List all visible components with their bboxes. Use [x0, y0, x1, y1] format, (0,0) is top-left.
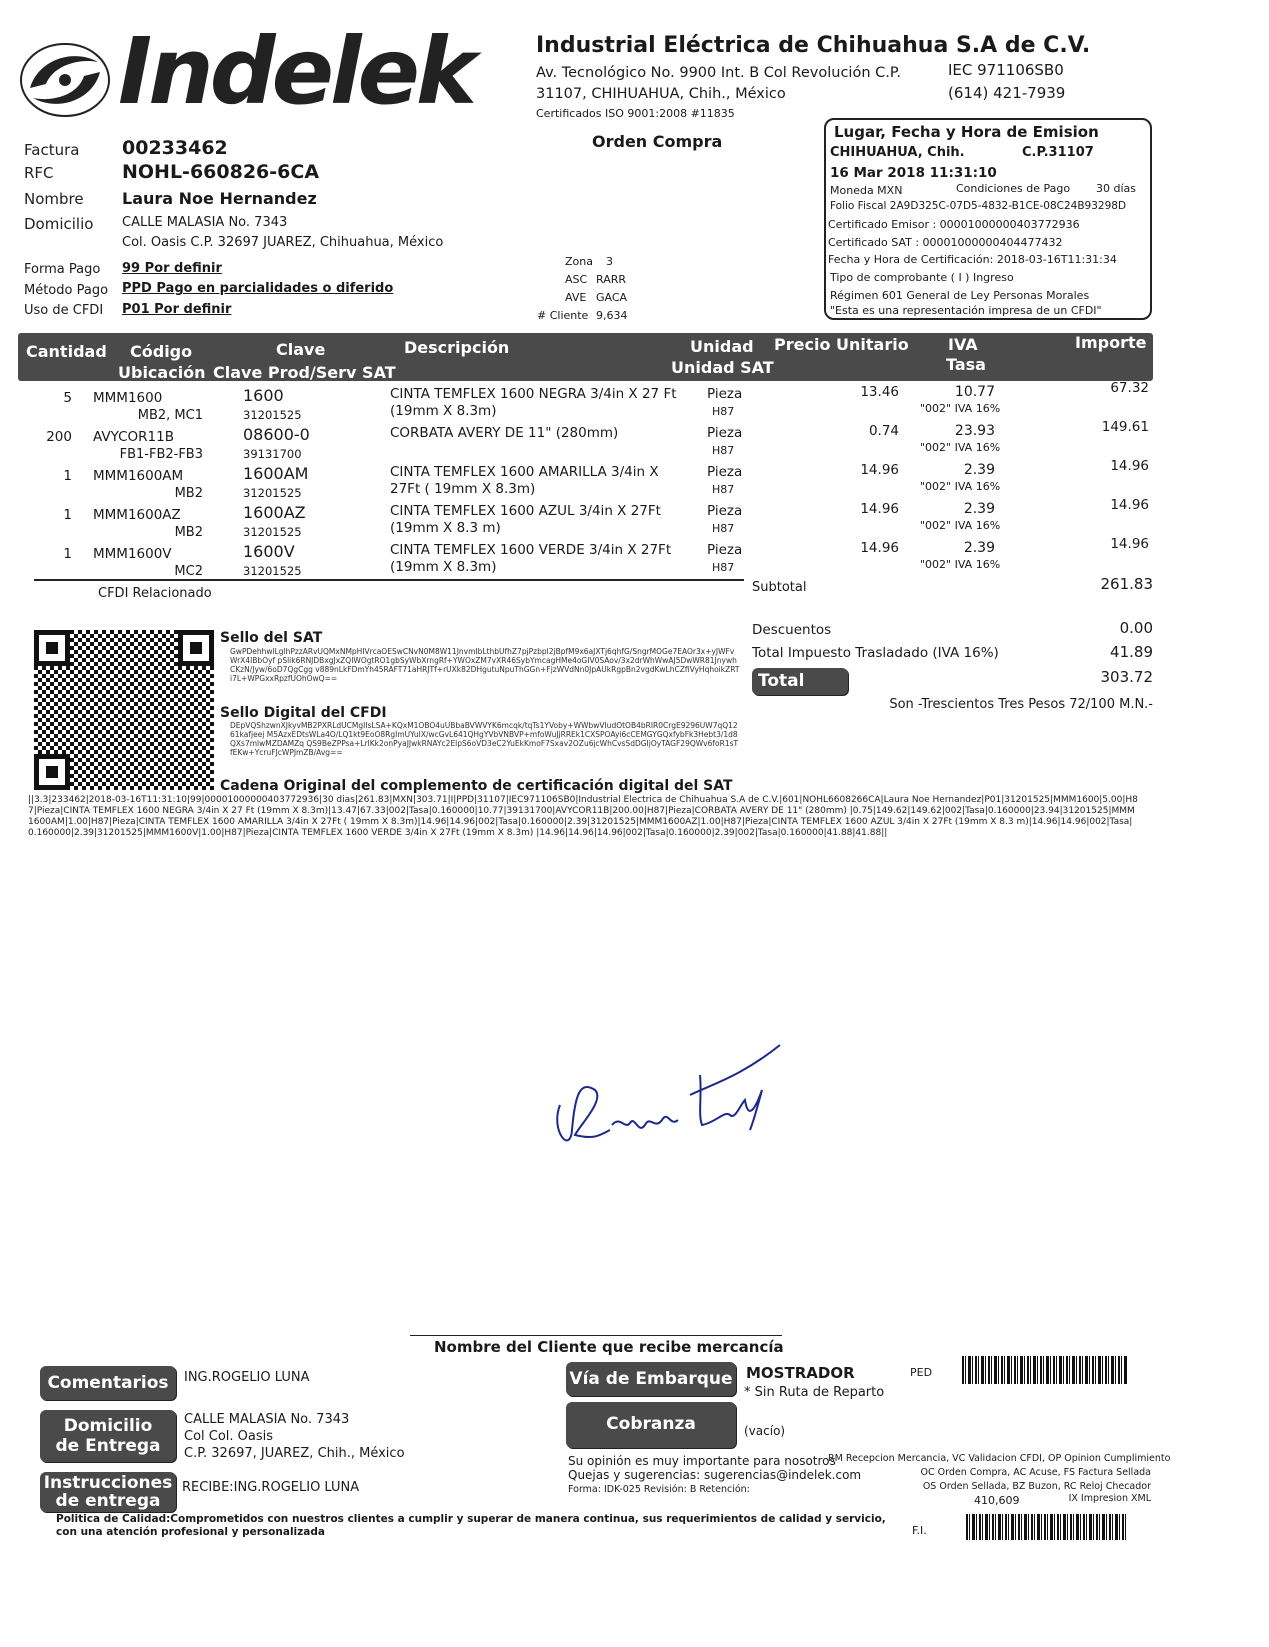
col-tasa: Tasa [946, 355, 986, 374]
sello-sat: GwPDehhwlLglhPzzARvUQMxNMpHIVrcaOESwCNvN0M8W11JnvmIbLthbUfhZ7pjPzbpl2jBpfM9x6aJXTj6qhfG/SngrMOGe7EAOr3x+yJWFvWrX4IBbOyf pSlik6RNJDBxgJxZQIWOgtRO1gbSyWbXrngRf+YWOxZM7vXR46SybYmcagHMe4oGIV0SAov/3x2drWhWwAJ5DwWR81JnywhCKzN/Jyw/6oD7QgCgg v889nLkFDmYh45RAFT71aHRJTf+rUXk82DHgutuNpuThGGn+FjzWVdNn0JpAUkRgpBn2vgdKwLhCZfiVyHqhoikZRTi7L+WPGxxRpzfUOhOwQ== [230, 647, 740, 683]
cell-clave: 1600 [243, 386, 284, 405]
regimen: Régimen 601 General de Ley Personas Morales [830, 289, 1090, 302]
domicilio-label: Domicilio [24, 215, 94, 233]
tipo-comprobante: Tipo de comprobante ( I ) Ingreso [830, 271, 1014, 284]
col-precio: Precio Unitario [774, 335, 909, 354]
fi-label: F.I. [912, 1524, 927, 1537]
comentarios-value: ING.ROGELIO LUNA [184, 1370, 310, 1385]
cell-unidad-sat: H87 [712, 483, 735, 496]
opinion-text: Su opinión es muy importante para nosotros [568, 1454, 836, 1468]
company-address-1: Av. Tecnológico No. 9900 Int. B Col Revolución C.P. [536, 65, 901, 81]
descuentos-value: 0.00 [1119, 619, 1153, 637]
cell-importe: 14.96 [1110, 497, 1149, 513]
cell-tasa: "002" IVA 16% [920, 441, 1001, 454]
cell-iva: 2.39 [963, 462, 995, 478]
cell-precio: 14.96 [860, 501, 899, 517]
instrucciones-label [40, 1472, 176, 1512]
table-row [0, 419, 1269, 462]
cell-codigo: MMM1600V [93, 546, 172, 562]
ave-value: GACA [596, 291, 628, 304]
cell-unidad: Pieza [707, 386, 743, 402]
cell-importe: 67.32 [1110, 380, 1149, 396]
cell-cantidad: 5 [63, 390, 72, 406]
cell-unidad-sat: H87 [712, 522, 735, 535]
rfc-value: NOHL-660826-6CA [122, 161, 320, 183]
cell-ubicacion: FB1-FB2-FB3 [119, 447, 203, 462]
cell-desc1: CINTA TEMFLEX 1600 VERDE 3/4in X 27Ft [390, 542, 672, 558]
subtotal-label: Subtotal [752, 580, 807, 595]
col-ubicacion: Ubicación [118, 363, 206, 382]
cell-ubicacion: MB2 [174, 486, 203, 501]
cell-desc1: CORBATA AVERY DE 11" (280mm) [390, 425, 619, 441]
cell-clave-sat: 31201525 [243, 408, 302, 422]
subtotal-value: 261.83 [1100, 575, 1153, 593]
descuentos-label: Descuentos [752, 622, 832, 638]
comentarios-label: Comentarios [40, 1366, 176, 1400]
cell-iva: 23.93 [954, 423, 995, 439]
cell-codigo: AVYCOR11B [93, 429, 174, 445]
forma-pago-label: Forma Pago [24, 262, 101, 277]
col-clave-prod: Clave Prod/Serv SAT [213, 363, 396, 382]
col-clave: Clave [276, 340, 326, 359]
cell-precio: 0.74 [868, 423, 899, 439]
emission-place: CHIHUAHUA, Chih. [830, 145, 965, 160]
condiciones-pago: Condiciones de Pago [956, 182, 1071, 195]
via-embarque-label: Vía de Embarque [566, 1362, 736, 1396]
cell-clave: 1600V [243, 542, 295, 561]
col-cantidad: Cantidad [26, 342, 107, 361]
impuesto-label: Total Impuesto Trasladado (IVA 16%) [752, 645, 999, 661]
cell-unidad-sat: H87 [712, 561, 735, 574]
cell-codigo: MMM1600AM [93, 468, 184, 484]
items-table-header [18, 333, 1153, 381]
col-importe: Importe [1075, 333, 1147, 352]
cobranza-label: Cobranza [566, 1402, 736, 1448]
emission-cp: C.P.31107 [1022, 145, 1094, 160]
cell-desc2: 27Ft ( 19mm X 8.3m) [390, 481, 536, 497]
cell-cantidad: 1 [63, 507, 72, 523]
domicilio-entrega-3: C.P. 32697, JUAREZ, Chih., México [184, 1446, 405, 1461]
cobranza-value: (vacío) [744, 1424, 786, 1438]
cell-cantidad: 1 [63, 546, 72, 562]
cliente-value: 9,634 [596, 309, 628, 322]
cell-precio: 14.96 [860, 540, 899, 556]
impuesto-value: 41.89 [1110, 643, 1153, 661]
cert-emisor: Certificado Emisor : 00001000000403772936 [828, 218, 1080, 231]
ruta-reparto: * Sin Ruta de Reparto [744, 1385, 885, 1400]
col-iva: IVA [948, 335, 978, 354]
cell-unidad: Pieza [707, 425, 743, 441]
nombre-label: Nombre [24, 190, 84, 208]
ped-label: PED [910, 1366, 933, 1379]
cell-tasa: "002" IVA 16% [920, 519, 1001, 532]
cell-iva: 10.77 [954, 384, 995, 400]
codes-line-3: OS Orden Sellada, BZ Buzon, RC Reloj Checador [922, 1481, 1151, 1492]
cell-clave: 1600AZ [243, 503, 306, 522]
sello-cfdi-title: Sello Digital del CFDI [220, 705, 387, 721]
receiver-signature-line [410, 1335, 782, 1336]
domicilio-entrega-label-2: de Entrega [55, 1436, 161, 1456]
cell-desc1: CINTA TEMFLEX 1600 AMARILLA 3/4in X [390, 464, 659, 480]
cell-clave-sat: 31201525 [243, 564, 302, 578]
cfdi-relacionado: CFDI Relacionado [98, 586, 212, 601]
politica-line-2: con una atención profesional y personalizada [56, 1526, 325, 1538]
col-unidad-sat: Unidad SAT [671, 358, 774, 377]
total-letra: Son -Trescientos Tres Pesos 72/100 M.N.- [889, 697, 1153, 712]
col-descripcion: Descripción [404, 338, 510, 357]
codes-line-4: IX Impresion XML [1068, 1493, 1151, 1504]
table-row [0, 380, 1269, 423]
cert-sat: Certificado SAT : 00001000000404477432 [828, 236, 1063, 249]
domicilio-entrega-1: CALLE MALASIA No. 7343 [184, 1412, 350, 1427]
metodo-pago-label: Método Pago [24, 283, 109, 298]
cell-importe: 149.61 [1101, 419, 1149, 435]
zona-label: Zona [565, 255, 593, 268]
cell-cantidad: 1 [63, 468, 72, 484]
cell-desc2: (19mm X 8.3m) [390, 403, 497, 419]
cell-unidad-sat: H87 [712, 405, 735, 418]
codes-line-2: OC Orden Compra, AC Acuse, FS Factura Sellada [920, 1467, 1151, 1478]
moneda: Moneda MXN [830, 184, 903, 197]
cell-ubicacion: MC2 [174, 564, 203, 579]
cell-codigo: MMM1600AZ [93, 507, 181, 523]
rfc-label: RFC [24, 164, 54, 182]
cell-clave-sat: 31201525 [243, 525, 302, 539]
table-bottom-rule [34, 579, 744, 581]
swirl-logo-icon [18, 40, 113, 120]
dias: 30 días [1096, 182, 1137, 195]
logo-wordmark: Indelek [118, 18, 474, 125]
domicilio-line2: Col. Oasis C.P. 32697 JUAREZ, Chihuahua, México [122, 235, 444, 250]
via-embarque-value: MOSTRADOR [746, 1364, 855, 1382]
emission-datetime: 16 Mar 2018 11:31:10 [830, 165, 997, 181]
factura-number: 00233462 [122, 137, 228, 159]
politica-line-1: Politica de Calidad:Comprometidos con nuestros clientes a cumplir y superar de manera continua, sus requerimientos de calidad y servicio, [56, 1513, 886, 1525]
cadena-original: ||3.3|233462|2018-03-16T11:31:10|99|00001000000403772936|30 dias|261.83|MXN|303.71|I|PPD|31107|IEC971106SB0|Industrial Electrica de Chihuahua S.A de C.V.|601|NOHL6608266CA|Laura Noe Hernandez|P01|31201525|MMM1600|5.00|H87|Pieza|CINTA TEMFLEX 1600 NEGRA 3/4in X 27 Ft (19mm X 8.3m)|13.47|67.33|002|Tasa|0.160000|10.77|39131700|AVYCOR11B|200.00|H87|Pieza|CORBATA AVERY DE 11" (280mm) |0.75|149.62|149.62|002|Tasa|0.160000|23.94|31201525|MMM1600AM|1.00|H87|Pieza|CINTA TEMFLEX 1600 AMARILLA 3/4in X 27Ft ( 19mm X 8.3m)|14.96|14.96|002|Tasa|0.160000|2.39|31201525|MMM1600AZ|1.00|H87|Pieza|CINTA TEMFLEX 1600 AZUL 3/4in X 27Ft (19mm X 8.3 m)|14.96|14.96|002|Tasa|0.160000|2.39|31201525|MMM1600V|1.00|H87|Pieza|CINTA TEMFLEX 1600 VERDE 3/4in X 27Ft (19mm X 8.3m) |14.96|14.96|14.96|002|Tasa|0.160000|2.39|002|Tasa|0.160000|41.88|41.88|| [28, 795, 1138, 838]
cell-desc2: (19mm X 8.3 m) [390, 520, 501, 536]
factura-label: Factura [24, 141, 80, 159]
cell-tasa: "002" IVA 16% [920, 402, 1001, 415]
emission-title: Lugar, Fecha y Hora de Emision [834, 123, 1099, 141]
cell-ubicacion: MB2 [174, 525, 203, 540]
asc-value: RARR [596, 273, 627, 286]
table-row [0, 536, 1269, 579]
company-rfc: IEC 971106SB0 [948, 61, 1064, 79]
doc-type: Orden Compra [592, 132, 723, 151]
company-cert: Certificados ISO 9001:2008 #11835 [536, 107, 735, 120]
quejas-text: Quejas y sugerencias: sugerencias@indelek.com [568, 1468, 862, 1482]
instrucciones-label-1: Instrucciones [43, 1473, 173, 1493]
cell-cantidad: 200 [46, 429, 72, 445]
folio-fiscal: Folio Fiscal 2A9D325C-07D5-4832-B1CE-08C24B93298D [830, 200, 1127, 212]
fecha-certificacion: Fecha y Hora de Certificación: 2018-03-16T11:31:34 [828, 253, 1117, 266]
codes-line-1: RM Recepcion Mercancia, VC Validacion CFDI, OP Opinion Cumplimiento [828, 1453, 1171, 1464]
barcode-top [962, 1356, 1128, 1384]
domicilio-entrega-2: Col Col. Oasis [184, 1429, 274, 1444]
instrucciones-label-2: de entrega [55, 1491, 161, 1511]
col-unidad: Unidad [690, 337, 754, 356]
cell-unidad: Pieza [707, 503, 743, 519]
cell-desc2: (19mm X 8.3m) [390, 559, 497, 575]
col-codigo: Código [130, 342, 193, 361]
receiver-label: Nombre del Cliente que recibe mercancía [434, 1338, 784, 1356]
cell-clave: 08600-0 [243, 425, 310, 444]
cell-precio: 13.46 [860, 384, 899, 400]
cell-unidad-sat: H87 [712, 444, 735, 457]
cell-importe: 14.96 [1110, 536, 1149, 552]
cell-desc1: CINTA TEMFLEX 1600 NEGRA 3/4in X 27 Ft [390, 386, 677, 402]
table-row [0, 458, 1269, 501]
cell-clave: 1600AM [243, 464, 309, 483]
zona-value: 3 [606, 255, 613, 268]
cell-ubicacion: MB2, MC1 [137, 408, 203, 423]
company-phone: (614) 421-7939 [948, 84, 1066, 102]
sello-cfdi: DEpVQShzwnXJkyvMB2PXRLdUCMgIIsLSA+KQxM1OBO4uUBbaBVWVYK6mcqk/tqTs1YVoby+WWbwVIudOtOB4bRIR0CrgE9296UW7qQ1261kafjeej M5AzxEDtsWLa4O/LQ1kt9EoO8RgImUYuIX/wcGvL641QHgYVbVNBVP+mfoWuJjRREk1CXSPOAyi6cCEMGYGQxfybFk3Hebt3/1d8QXs7mlwMZDAMZq QS9BeZPPsa+LrlKk2onPyaJJwkRNAYc2ElpS6oVD3eC2YuEkKmoF7Sxav2OZu6jcWhCvsSdDGIjOyTAGF29QWv6foR1sTfEKw+YcruFJcWPJmZB/Avg== [230, 721, 739, 757]
cell-importe: 14.96 [1110, 458, 1149, 474]
emission-box [824, 118, 1152, 320]
company-logo [18, 18, 474, 127]
uso-cfdi-label: Uso de CFDI [24, 303, 104, 318]
cadena-title: Cadena Original del complemento de certificación digital del SAT [220, 778, 733, 794]
cell-clave-sat: 39131700 [243, 447, 302, 461]
domicilio-entrega-label [40, 1410, 176, 1462]
uso-cfdi-value: P01 Por definir [122, 302, 232, 317]
representacion: "Esta es una representación impresa de un CFDI" [830, 304, 1102, 317]
cell-codigo: MMM1600 [93, 390, 163, 406]
cell-tasa: "002" IVA 16% [920, 480, 1001, 493]
ave-label: AVE [565, 291, 587, 304]
cell-iva: 2.39 [963, 540, 995, 556]
instrucciones-value: RECIBE:ING.ROGELIO LUNA [182, 1480, 360, 1495]
cell-precio: 14.96 [860, 462, 899, 478]
cell-unidad: Pieza [707, 464, 743, 480]
sello-sat-title: Sello del SAT [220, 630, 323, 646]
cell-unidad: Pieza [707, 542, 743, 558]
barcode-bottom [966, 1514, 1128, 1540]
forma-text: Forma: IDK-025 Revisión: B Retención: [568, 1484, 750, 1495]
total-label: Total [752, 668, 848, 695]
cell-desc1: CINTA TEMFLEX 1600 AZUL 3/4in X 27Ft [390, 503, 661, 519]
handwritten-signature [540, 1035, 800, 1165]
forma-pago-value: 99 Por definir [122, 261, 222, 276]
qr-code [34, 630, 214, 790]
table-row [0, 497, 1269, 540]
cell-iva: 2.39 [963, 501, 995, 517]
domicilio-entrega-label-1: Domicilio [63, 1416, 153, 1436]
company-name: Industrial Eléctrica de Chihuahua S.A de C.V. [536, 33, 1091, 58]
asc-label: ASC [565, 273, 588, 286]
nombre-value: Laura Noe Hernandez [122, 189, 317, 208]
cell-tasa: "002" IVA 16% [920, 558, 1001, 571]
metodo-pago-value: PPD Pago en parcialidades o diferido [122, 281, 394, 296]
cliente-label: # Cliente [537, 309, 589, 322]
company-address-2: 31107, CHIHUAHUA, Chih., México [536, 86, 786, 102]
total-value: 303.72 [1100, 668, 1153, 686]
folio-footer: 410,609 [974, 1494, 1020, 1507]
cell-clave-sat: 31201525 [243, 486, 302, 500]
domicilio-line1: CALLE MALASIA No. 7343 [122, 215, 288, 230]
